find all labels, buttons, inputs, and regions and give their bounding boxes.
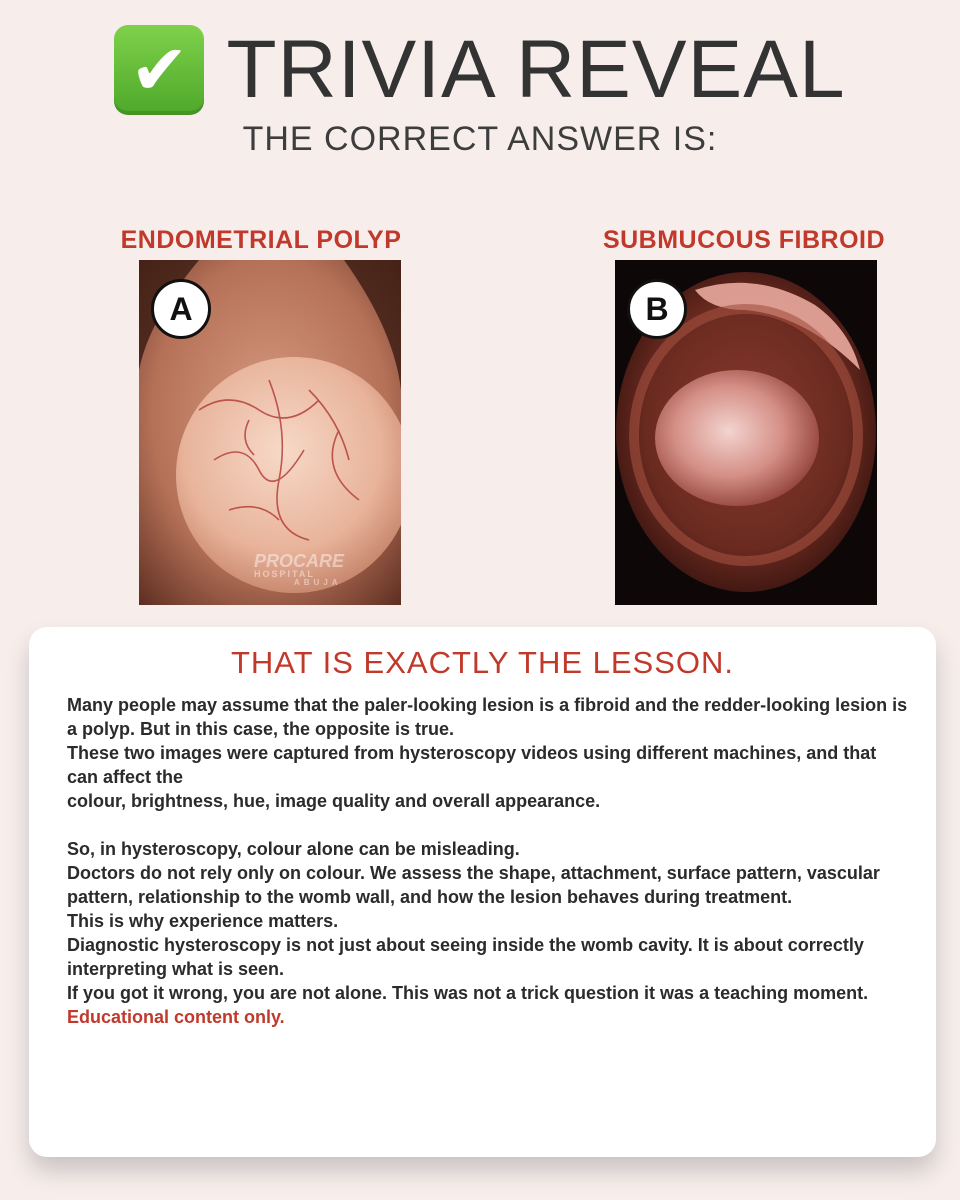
title-row: [0, 20, 960, 120]
paragraph-gap: [67, 813, 908, 837]
watermark-name: PROCARE: [254, 551, 345, 571]
letter-badge-a: A: [151, 279, 211, 339]
lesson-card: [29, 627, 936, 1157]
lesson-line: These two images were captured from hysteroscopy videos using different machines, and that can affect the: [67, 743, 877, 787]
lesson-line: colour, brightness, hue, image quality and overall appearance.: [67, 791, 601, 811]
watermark-a: [254, 552, 344, 587]
page-title: TRIVIA REVEAL: [226, 24, 846, 115]
hysteroscopy-image-b: [615, 260, 877, 605]
lesson-line: So, in hysteroscopy, colour alone can be misleading.: [67, 839, 520, 859]
disclaimer-text: Educational content only.: [67, 1007, 285, 1027]
lesson-body: [29, 681, 936, 1029]
lesson-line: This is why experience matters.: [67, 911, 339, 931]
watermark-sub: HOSPITAL: [254, 569, 315, 579]
header: [0, 20, 960, 159]
letter-badge-b: B: [627, 279, 687, 339]
lesson-line: If you got it wrong, you are not alone. This was not a trick question it was a teaching moment.: [67, 983, 869, 1003]
check-mark-icon: ✔: [114, 25, 204, 115]
lesson-title: THAT IS EXACTLY THE LESSON.: [230, 645, 735, 680]
lesson-line: Many people may assume that the paler-looking lesion is a fibroid and the redder-looking lesion is a polyp. But in this case, the opposite is true.: [67, 695, 908, 739]
hysteroscopy-image-a: [139, 260, 401, 605]
panel-a-label: ENDOMETRIAL POLYP: [120, 226, 402, 254]
lesson-line: Diagnostic hysteroscopy is not just about seeing inside the womb cavity. It is about correctly interpreting what is seen.: [67, 935, 864, 979]
lesson-line: Doctors do not rely only on colour. We assess the shape, attachment, surface pattern, vascular pattern, relationship to the womb wall, and how the lesion behaves during treatment.: [67, 863, 880, 907]
panel-a: [111, 226, 411, 605]
page-subtitle: THE CORRECT ANSWER IS:: [242, 120, 718, 158]
panel-b: [594, 226, 894, 605]
panel-b-label: SUBMUCOUS FIBROID: [602, 226, 886, 254]
watermark-city: ABUJA: [294, 578, 342, 587]
